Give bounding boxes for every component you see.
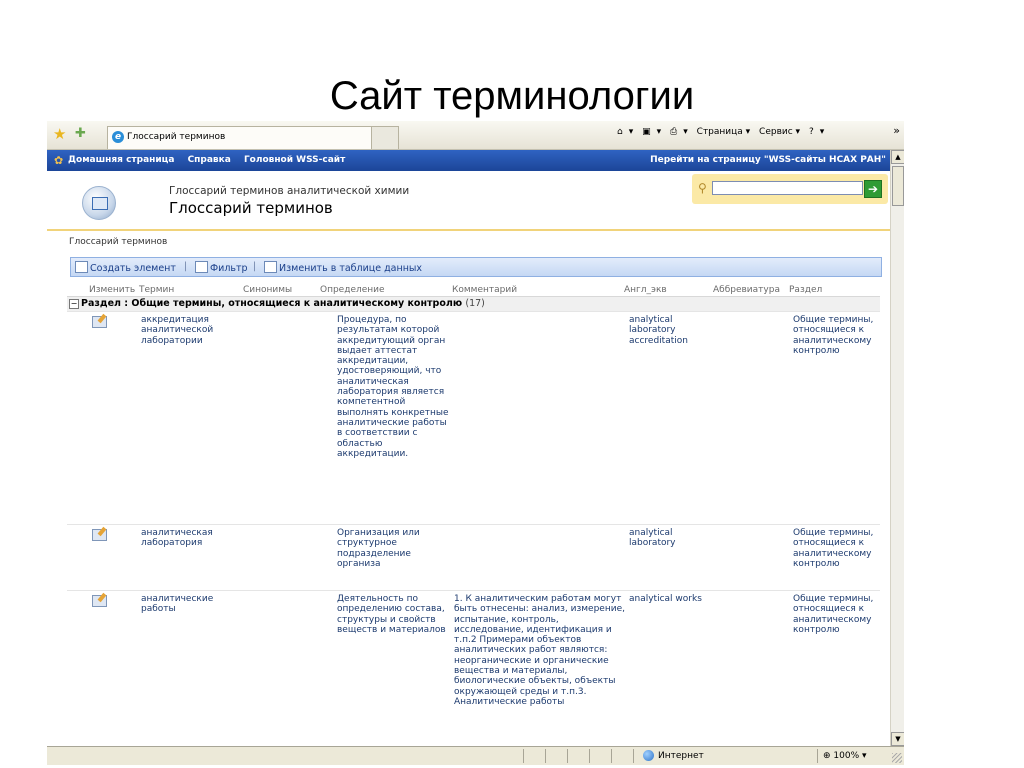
comment-cell: 1. К аналитическим работам могут быть отнесены: анализ, измерение, испытание, контроль, исследование, идентификация и т.п.2 Примерами объектов аналитических работ являются: неорганические и органические вещества и материалы, биологические объекты, объекты окружающей среды и т.п.3. Аналитические работы: [454, 594, 625, 707]
vertical-scrollbar[interactable]: [890, 150, 904, 746]
feeds-icon[interactable]: ▣: [642, 127, 651, 137]
add-favorite-icon[interactable]: ✚: [75, 126, 86, 141]
status-bar: [47, 746, 904, 765]
table-row: [67, 590, 880, 747]
status-divider: [545, 749, 546, 763]
column-header-synonyms[interactable]: Синонимы: [243, 285, 293, 295]
ie-page-icon: e: [112, 131, 124, 143]
zoom-value: 100%: [833, 751, 860, 761]
page-title: Глоссарий терминов: [169, 199, 333, 217]
help-icon[interactable]: ?: [808, 127, 814, 137]
browser-command-bar: [617, 127, 830, 137]
resize-grip-icon[interactable]: [892, 753, 902, 763]
term-cell[interactable]: аналитические работы: [141, 594, 214, 615]
page-menu[interactable]: Страница ▾: [696, 127, 751, 137]
term-cell[interactable]: аналитическая лаборатория: [141, 528, 213, 549]
group-count: (17): [465, 298, 485, 309]
sharepoint-logo-icon: ✿: [54, 154, 64, 167]
sharepoint-global-bar: [47, 150, 890, 171]
column-header-section[interactable]: Раздел: [789, 285, 823, 295]
section-cell: Общие термины, относящиеся к аналитическому контролю: [793, 594, 874, 635]
nav-help-link[interactable]: Справка: [187, 155, 231, 165]
definition-cell: Процедура, по результатам которой аккредитующий орган выдает аттестат аккредитации, удостоверяющий, что аналитическая лаборатория является компетентной выполнять конкретные аналитические работы в соответствии с областью аккредитации.: [337, 315, 449, 459]
nav-parent-site-link[interactable]: Головной WSS-сайт: [243, 155, 346, 165]
collapse-group-icon[interactable]: −: [70, 299, 78, 308]
section-cell: Общие термины, относящиеся к аналитическому контролю: [793, 315, 874, 356]
internet-zone-icon: [643, 750, 654, 761]
column-header-english[interactable]: Англ_экв: [624, 285, 667, 295]
edit-datasheet-button[interactable]: [264, 261, 422, 274]
search-go-button[interactable]: ➔: [864, 180, 882, 198]
new-item-label: Создать элемент: [90, 263, 176, 274]
print-icon[interactable]: ⎙: [670, 127, 678, 137]
group-label[interactable]: Раздел : Общие термины, относящиеся к аналитическому контролю: [81, 298, 463, 309]
status-divider: [611, 749, 612, 763]
term-cell[interactable]: аккредитация аналитической лаборатории: [141, 315, 214, 346]
browser-tab-title: Глоссарий терминов: [127, 132, 226, 142]
zoom-icon: ⊕: [823, 751, 834, 761]
site-subtitle[interactable]: Глоссарий терминов аналитической химии: [169, 185, 410, 197]
edit-item-icon[interactable]: [92, 529, 107, 541]
browser-tab-new[interactable]: [371, 126, 399, 149]
global-nav: [68, 155, 355, 165]
search-input[interactable]: [712, 181, 863, 195]
status-divider: [633, 749, 634, 763]
search-icon: ⚲: [698, 181, 707, 195]
filter-label: Фильтр: [210, 263, 248, 274]
browser-tab-active[interactable]: [107, 126, 372, 149]
slide-title: Сайт терминологии: [329, 74, 695, 118]
definition-cell: Деятельность по определению состава, структуры и свойств веществ и материалов: [337, 594, 446, 635]
edit-item-icon[interactable]: [92, 595, 107, 607]
column-header-abbreviation[interactable]: Аббревиатура: [713, 285, 780, 295]
english-cell: analytical works: [629, 594, 702, 604]
column-header-comment[interactable]: Комментарий: [452, 285, 518, 295]
browser-toolbar: [47, 121, 904, 150]
column-header-term[interactable]: Термин: [139, 285, 175, 295]
definition-cell: Организация или структурное подразделение организа: [337, 528, 420, 569]
group-header-row: [67, 296, 880, 311]
group-title: [81, 298, 485, 309]
status-divider: [817, 749, 818, 763]
status-divider: [589, 749, 590, 763]
scroll-down-icon[interactable]: ▼: [891, 732, 904, 746]
table-row: [67, 524, 880, 590]
feeds-dropdown[interactable]: ▾: [656, 127, 662, 137]
toolbar-separator: |: [184, 261, 188, 272]
table-header: [67, 283, 880, 297]
security-zone-label[interactable]: Интернет: [658, 751, 704, 761]
filter-icon: [195, 261, 208, 273]
filter-button[interactable]: [195, 261, 248, 274]
browser-window: [44, 121, 904, 765]
new-item-button[interactable]: [75, 261, 176, 274]
english-cell: analytical laboratory: [629, 528, 676, 549]
column-header-edit[interactable]: Изменить: [89, 285, 136, 295]
edit-datasheet-label: Изменить в таблице данных: [279, 263, 423, 274]
help-dropdown[interactable]: ▾: [819, 127, 825, 137]
favorites-star-icon[interactable]: ★: [53, 125, 67, 143]
column-header-definition[interactable]: Определение: [320, 285, 385, 295]
toolbar-overflow-button[interactable]: »: [893, 124, 900, 137]
search-box: [692, 174, 888, 204]
goto-site-link[interactable]: Перейти на страницу "WSS-сайты НСАХ РАН": [650, 155, 886, 165]
datasheet-icon: [264, 261, 277, 273]
print-dropdown[interactable]: ▾: [683, 127, 688, 137]
section-cell: Общие термины, относящиеся к аналитическому контролю: [793, 528, 874, 569]
home-dropdown[interactable]: ▾: [628, 127, 634, 137]
scroll-thumb[interactable]: [892, 166, 904, 206]
zoom-level[interactable]: ⊕ 100% ▾: [823, 751, 867, 761]
edit-item-icon[interactable]: [92, 316, 107, 328]
tools-menu[interactable]: Сервис ▾: [759, 127, 801, 137]
status-divider: [523, 749, 524, 763]
english-cell: analytical laboratory accreditation: [629, 315, 688, 346]
breadcrumb[interactable]: Глоссарий терминов: [69, 237, 168, 247]
scroll-up-icon[interactable]: ▲: [891, 150, 904, 164]
toolbar-separator: |: [253, 261, 257, 272]
new-item-icon: [75, 261, 88, 273]
nav-home-link[interactable]: Домашняя страница: [68, 155, 175, 165]
home-icon[interactable]: ⌂: [617, 127, 623, 137]
site-logo-icon: [82, 186, 116, 220]
table-row: [67, 311, 880, 524]
status-divider: [567, 749, 568, 763]
site-title-area: [47, 171, 890, 231]
list-toolbar: [70, 257, 882, 277]
